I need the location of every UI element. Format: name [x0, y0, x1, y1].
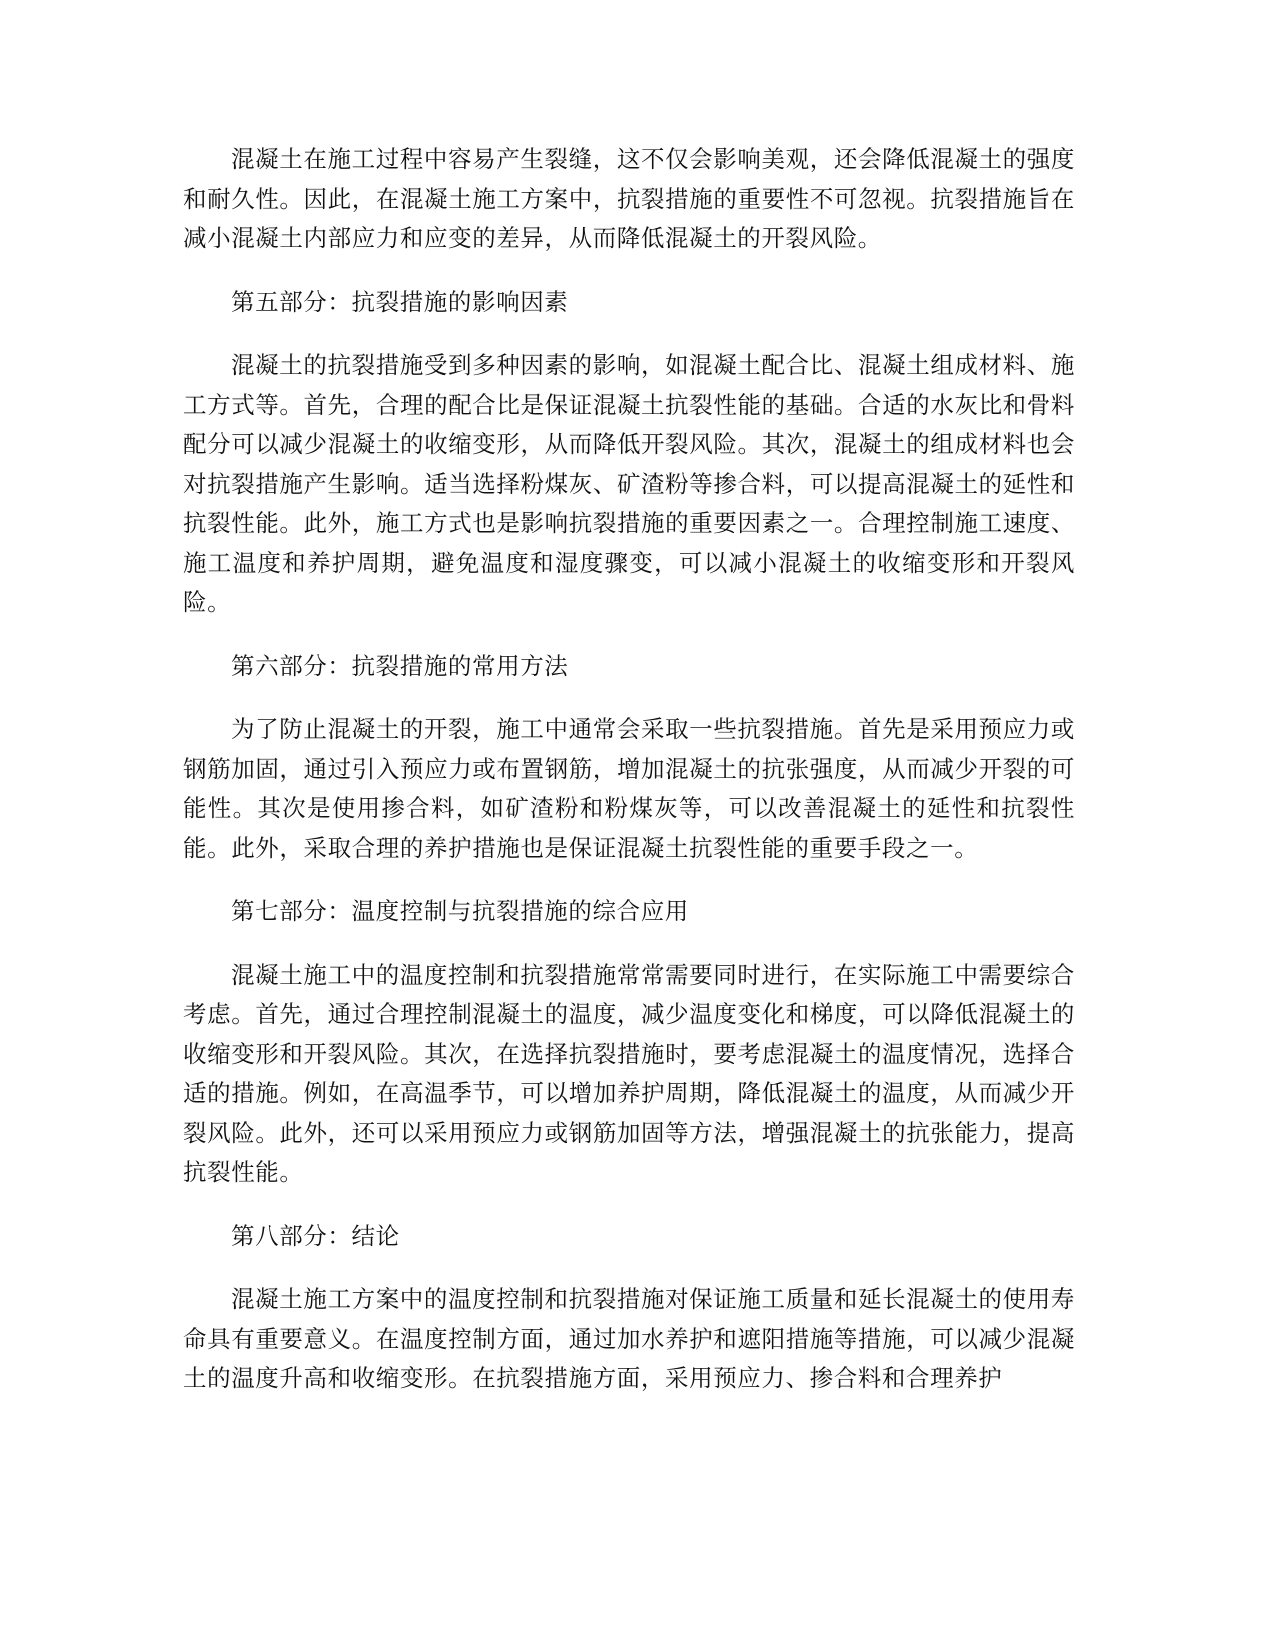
section-heading-part-8: 第八部分：结论 [231, 1221, 400, 1250]
section-heading-part-7: 第七部分：温度控制与抗裂措施的综合应用 [231, 897, 689, 925]
section-heading-part-6: 第六部分：抗裂措施的常用方法 [231, 651, 569, 680]
paragraph-intro-crack-measures: 混凝土在施工过程中容易产生裂缝，这不仅会影响美观，还会降低混凝土的强度和耐久性。因此，在混凝土施工方案中，抗裂措施的重要性不可忽视。抗裂措施旨在减小混凝土内部应力和应变的差异，从而降低混凝土的开裂风险。 [183, 145, 1075, 252]
section-heading-part-5: 第五部分：抗裂措施的影响因素 [231, 287, 569, 316]
paragraph-common-methods: 为了防止混凝土的开裂，施工中通常会采取一些抗裂措施。首先是采用预应力或钢筋加固，通过引入预应力或布置钢筋，增加混凝土的抗张强度，从而减少开裂的可能性。其次是使用掺合料，如矿渣粉和粉煤灰等，可以改善混凝土的延性和抗裂性能。此外，采取合理的养护措施也是保证混凝土抗裂性能的重要手段之一。 [183, 715, 1075, 862]
paragraph-conclusion: 混凝土施工方案中的温度控制和抗裂措施对保证施工质量和延长混凝土的使用寿命具有重要意义。在温度控制方面，通过加水养护和遮阳措施等措施，可以减少混凝土的温度升高和收缩变形。在抗裂措施方面，采用预应力、掺合料和合理养护 [183, 1285, 1075, 1392]
document-body [183, 140, 1075, 1423]
paragraph-influencing-factors: 混凝土的抗裂措施受到多种因素的影响，如混凝土配合比、混凝土组成材料、施工方式等。首先，合理的配合比是保证混凝土抗裂性能的基础。合适的水灰比和骨料配分可以减少混凝土的收缩变形，从而降低开裂风险。其次，混凝土的组成材料也会对抗裂措施产生影响。适当选择粉煤灰、矿渣粉等掺合料，可以提高混凝土的延性和抗裂性能。此外，施工方式也是影响抗裂措施的重要因素之一。合理控制施工速度、施工温度和养护周期，避免温度和湿度骤变，可以减小混凝土的收缩变形和开裂风险。 [183, 351, 1075, 616]
paragraph-combined-application: 混凝土施工中的温度控制和抗裂措施常常需要同时进行，在实际施工中需要综合考虑。首先，通过合理控制混凝土的温度，减少温度变化和梯度，可以降低混凝土的收缩变形和开裂风险。其次，在选择抗裂措施时，要考虑混凝土的温度情况，选择合适的措施。例如，在高温季节，可以增加养护周期，降低混凝土的温度，从而减少开裂风险。此外，还可以采用预应力或钢筋加固等方法，增强混凝土的抗张能力，提高抗裂性能。 [183, 960, 1075, 1186]
